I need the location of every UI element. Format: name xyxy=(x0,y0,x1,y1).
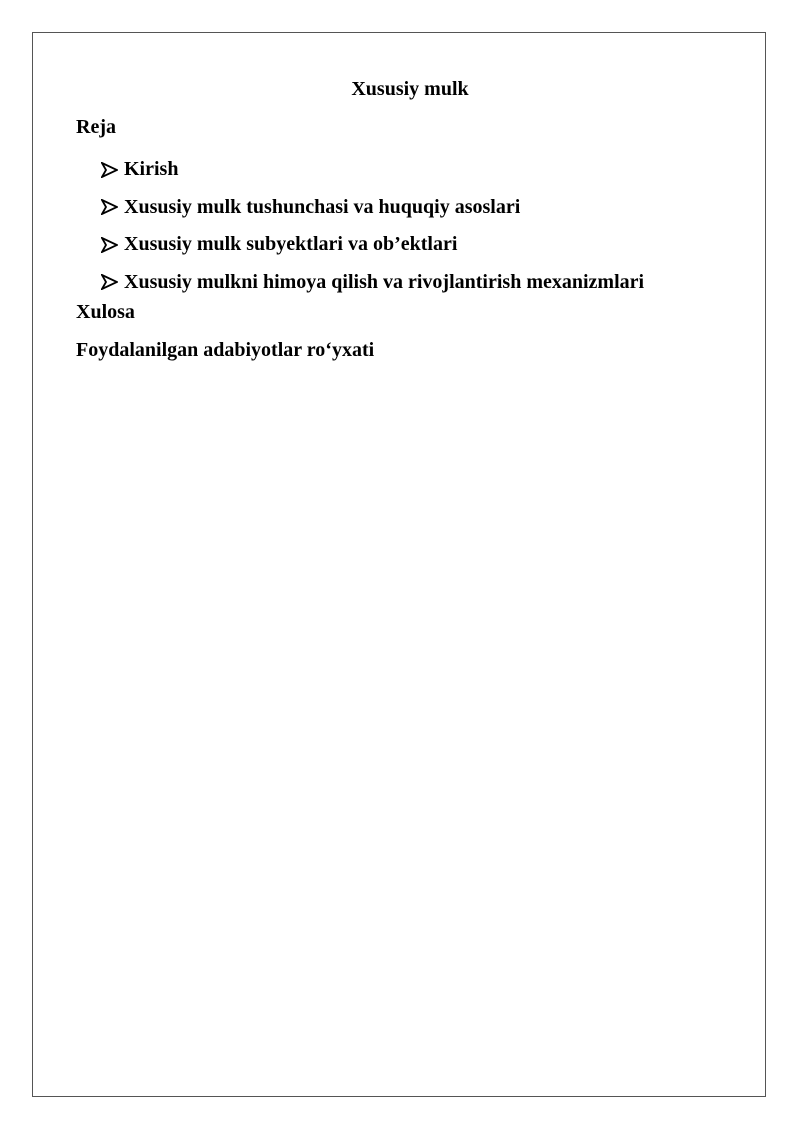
plan-item-kirish xyxy=(101,151,644,189)
plan-list xyxy=(101,151,644,301)
plan-item-subjects xyxy=(101,226,644,264)
plan-heading: Reja xyxy=(76,116,116,138)
arrow-bullet-icon xyxy=(101,237,118,253)
arrow-bullet-icon xyxy=(101,162,118,178)
plan-item-label: Xususiy mulk tushunchasi va huquqiy asoslari xyxy=(124,195,521,218)
arrow-bullet-icon xyxy=(101,274,118,290)
arrow-bullet-icon xyxy=(101,199,118,215)
plan-item-label: Xususiy mulkni himoya qilish va rivojlantirish mexanizmlari xyxy=(124,270,645,293)
page-title: Xususiy mulk xyxy=(351,78,469,100)
plan-item-label: Kirish xyxy=(124,158,179,181)
conclusion-heading: Xulosa xyxy=(76,301,135,323)
plan-item-label: Xususiy mulk subyektlari va ob’ektlari xyxy=(124,233,458,256)
plan-item-concept xyxy=(101,189,644,227)
plan-item-protection xyxy=(101,264,644,302)
references-heading: Foydalanilgan adabiyotlar ro‘yxati xyxy=(76,339,375,361)
